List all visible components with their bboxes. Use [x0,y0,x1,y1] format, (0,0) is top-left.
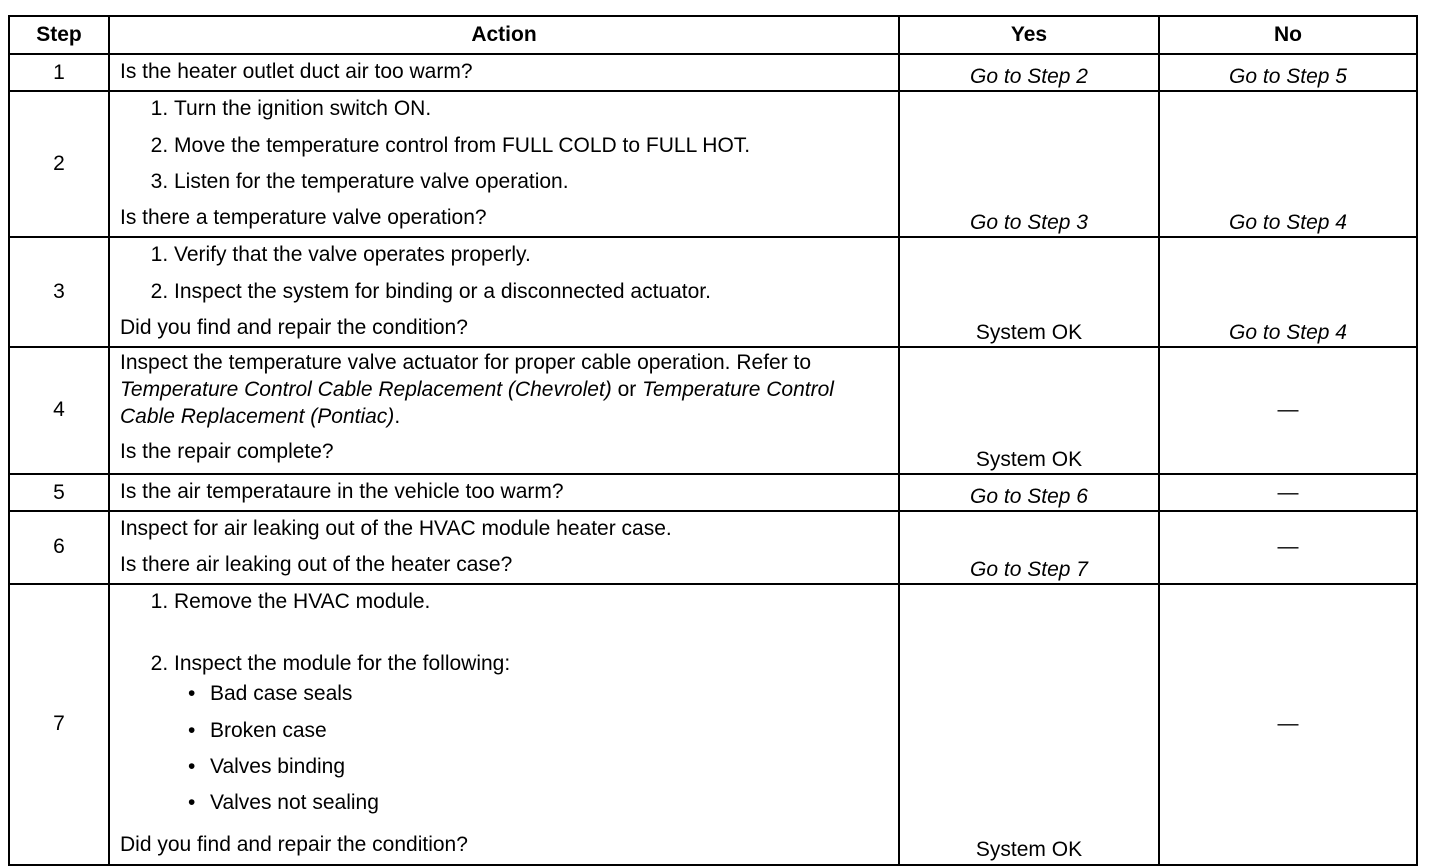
step-number: 1 [9,54,109,91]
header-row [9,16,1417,54]
header-no: No [1159,16,1417,54]
step-number: 6 [9,511,109,584]
substep-list [120,585,888,829]
substep-item: 2. Move the temperature control from FULL COLD to FULL HOT. [174,129,888,165]
yes-result: Go to Step 7 [899,511,1159,584]
step-number: 2 [9,91,109,237]
table-row [9,54,1417,91]
substep-item [174,647,888,828]
yes-result: Go to Step 6 [899,474,1159,511]
action-cell [109,91,899,237]
no-result: — [1159,584,1417,865]
action-cell [109,237,899,347]
action-cell [109,584,899,865]
bullet-item: • Broken case [210,714,888,750]
question-text: Did you find and repair the condition? [120,833,468,857]
no-result: Go to Step 4 [1159,237,1417,347]
action-cell [109,54,899,91]
table-row [9,91,1417,237]
no-result: — [1159,511,1417,584]
substep-item: 1. Turn the ignition switch ON. [174,92,888,128]
diagnostic-table-container [8,15,1418,866]
yes-result: System OK [899,237,1159,347]
header-step: Step [9,16,109,54]
substep-list [120,238,888,311]
reference-link: Temperature Control Cable Replacement (Pontiac) [120,377,834,428]
question-text: Is the air temperataure in the vehicle too warm? [120,480,564,503]
question-text: Is there a temperature valve operation? [120,206,487,229]
instruction-text [120,348,888,435]
action-cell [109,511,899,584]
no-result: Go to Step 4 [1159,91,1417,237]
table-row [9,511,1417,584]
substep-item [174,585,888,647]
substep-item: 2. Inspect the system for binding or a disconnected actuator. [174,275,888,311]
substep-item: 1. Verify that the valve operates properly. [174,238,888,274]
step-number: 4 [9,347,109,474]
header-action: Action [109,16,899,54]
bullet-item: • Bad case seals [210,677,888,713]
instruction-text: Inspect for air leaking out of the HVAC module heater case. [120,517,672,541]
question-text: Is there air leaking out of the heater case? [120,552,513,576]
no-result: — [1159,347,1417,474]
substep-text: Inspect the module for the following: [174,652,511,675]
table-row [9,584,1417,865]
question-text: Did you find and repair the condition? [120,315,468,339]
bullet-list [174,677,888,822]
no-result: Go to Step 5 [1159,54,1417,91]
question-text: Is the heater outlet duct air too warm? [120,60,473,83]
action-cell [109,347,899,474]
substep-text: Remove the HVAC module. [174,589,431,613]
header-yes: Yes [899,16,1159,54]
step-number: 3 [9,237,109,347]
instruction-part: or [611,377,643,401]
step-number: 5 [9,474,109,511]
table-row [9,237,1417,347]
reference-link: Temperature Control Cable Replacement (Chevrolet) [120,377,612,401]
substep-list [120,92,888,201]
question-text: Is the repair complete? [120,439,334,463]
instruction-part: Inspect the temperature valve actuator for proper cable operation. Refer to [120,351,812,374]
no-result: — [1159,474,1417,511]
bullet-item: • Valves not sealing [210,786,888,822]
diagnostic-table [8,15,1418,866]
table-row [9,347,1417,474]
step-number: 7 [9,584,109,865]
action-cell [109,474,899,511]
yes-result: Go to Step 2 [899,54,1159,91]
instruction-part: . [394,404,401,428]
yes-result: System OK [899,584,1159,865]
yes-result: Go to Step 3 [899,91,1159,237]
table-row [9,474,1417,511]
substep-item: 3. Listen for the temperature valve operation. [174,165,888,201]
yes-result: System OK [899,347,1159,474]
bullet-item: • Valves binding [210,750,888,786]
